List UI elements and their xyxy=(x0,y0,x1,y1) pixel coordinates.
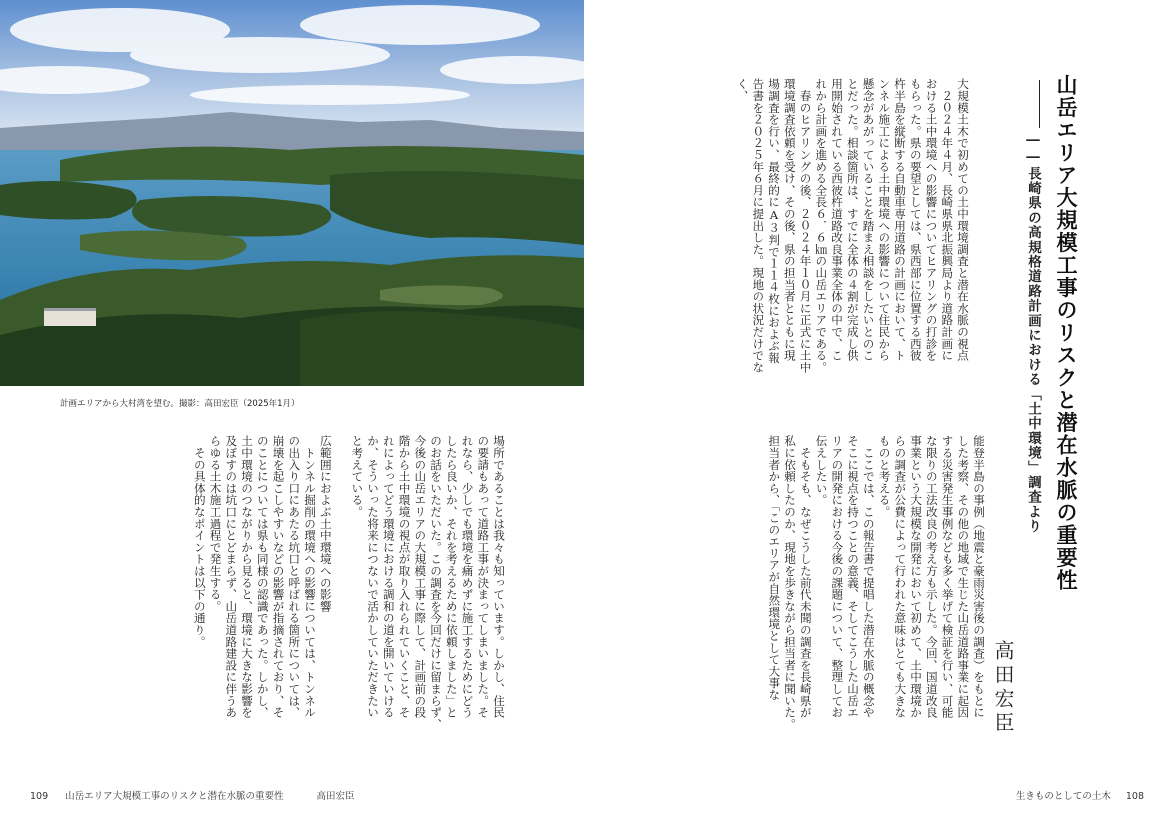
running-title-left: 山岳エリア大規模工事のリスクと潜在水脈の重要性 xyxy=(65,791,284,802)
body-text-right-top: 大規模土木で初めての土中環境調査と潜在水脈の視点 ２０２４年４月、長崎県県北振興局より道路計画に おける土中環境への影響についてヒアリングの打診を もらった。県の要望としては、県西部に位置する西彼 杵半島を縦断する自動車専用道路の計画において、ト ンネル施工による土中環境への影響について住民から 懸念があがっていることを踏まえ相談をしたいとのこ とだった。相談箇所は、すでに全体の４割が完成し供 用開始されている西彼杵道路改良事業全体の中で、こ れから計画を進める全長６．６㎞の山岳エリアである。 春のヒアリングの後、２０２４年１０月に正式に土中 環境調査依頼を受け、その後、県の担当者とともに現 場調査を行い、最終的にA３判で１１４枚におよぶ報 告書を２０２５年６月に提出した。現地の状況だけでなく、 xyxy=(735,78,970,373)
building xyxy=(44,310,96,326)
forest-light xyxy=(300,311,584,386)
page-number-right: 108 xyxy=(1125,791,1144,802)
dry-grass xyxy=(380,285,503,305)
running-title-right: 生きものとしての土木 xyxy=(1015,791,1111,802)
article-title: 山岳エリア大規模工事のリスクと潜在水脈の重要性 xyxy=(1054,74,1079,592)
body-text-right-bottom: 能登半島の事例（地震と豪雨災害後の調査）をもとに した考察、その他の地域で生じた山岳道路事業に起因 する災害発生事例なども多く挙げて検証を行い、可能 な限りの工法改良の考え方も示した。今回、国道改良 事業という大規模な開発において初めて、土中環境か らの調査が公費によって行われた意味はとても大きな ものと考える。 ここでは、この報告書で提唱した潜在水脈の概念や そこに視点を持つことの意義、そしてこうした山岳エ リアの開発における今後の課題について、整理してお 伝えしたい。 そもそも、なぜこうした前代未聞の調査を長崎県が 私に依頼したのか、現地を歩きながら担当者に聞いた。 担当者から、「このエリアが自然環境として大事な xyxy=(767,435,986,730)
subtitle-dash xyxy=(1039,80,1040,128)
footer-left xyxy=(30,788,355,802)
landscape-photo xyxy=(0,0,584,386)
photo-caption: 計画エリアから大村湾を望む。撮影：高田宏臣（2025年1月） xyxy=(60,399,300,409)
author-name: 高田宏臣 xyxy=(991,640,1015,736)
footer-right xyxy=(1016,788,1144,802)
article-subtitle: ――長崎県の高規格道路計画における「土中環境」調査より xyxy=(1025,132,1041,534)
running-author-left: 高田宏臣 xyxy=(316,791,355,802)
body-text-left-bottom: 場所であることは我々も知っています。しかし、住民 の要請もあって道路工事が決まってしまいました。そ れなら、少しでも環境を痛めずに施工するためにどう したら良いか、それを考えるために依頼しました」と のお話をいただいた。この調査を今回だけに留まらず、 今後の山岳エリアの大規模工事に際して、計画前の段 階から土中環境の視点が取り入れられていくこと、そ れによってどう環境における調和の道を開いていける か、そういった将来につないで活かしていただきたい と考えている。 広範囲におよぶ土中環境への影響 トンネル掘削の環境への影響については、トンネル の出入り口にあたる坑口と呼ばれる箇所については、 崩壊を起こしやすいなどの影響が指摘されており、そ のことについては県も同様の認識であった。しかし、 土中環境のつながりから見ると、環境に大きな影響を 及ぼすのは坑口にとどまらず、山岳道路建設に伴うあ らゆる土木施工過程で発生する。 その具体的なポイントは以下の通り。 xyxy=(192,435,506,730)
page-number-left: 109 xyxy=(30,791,49,802)
building-roof xyxy=(44,308,96,311)
